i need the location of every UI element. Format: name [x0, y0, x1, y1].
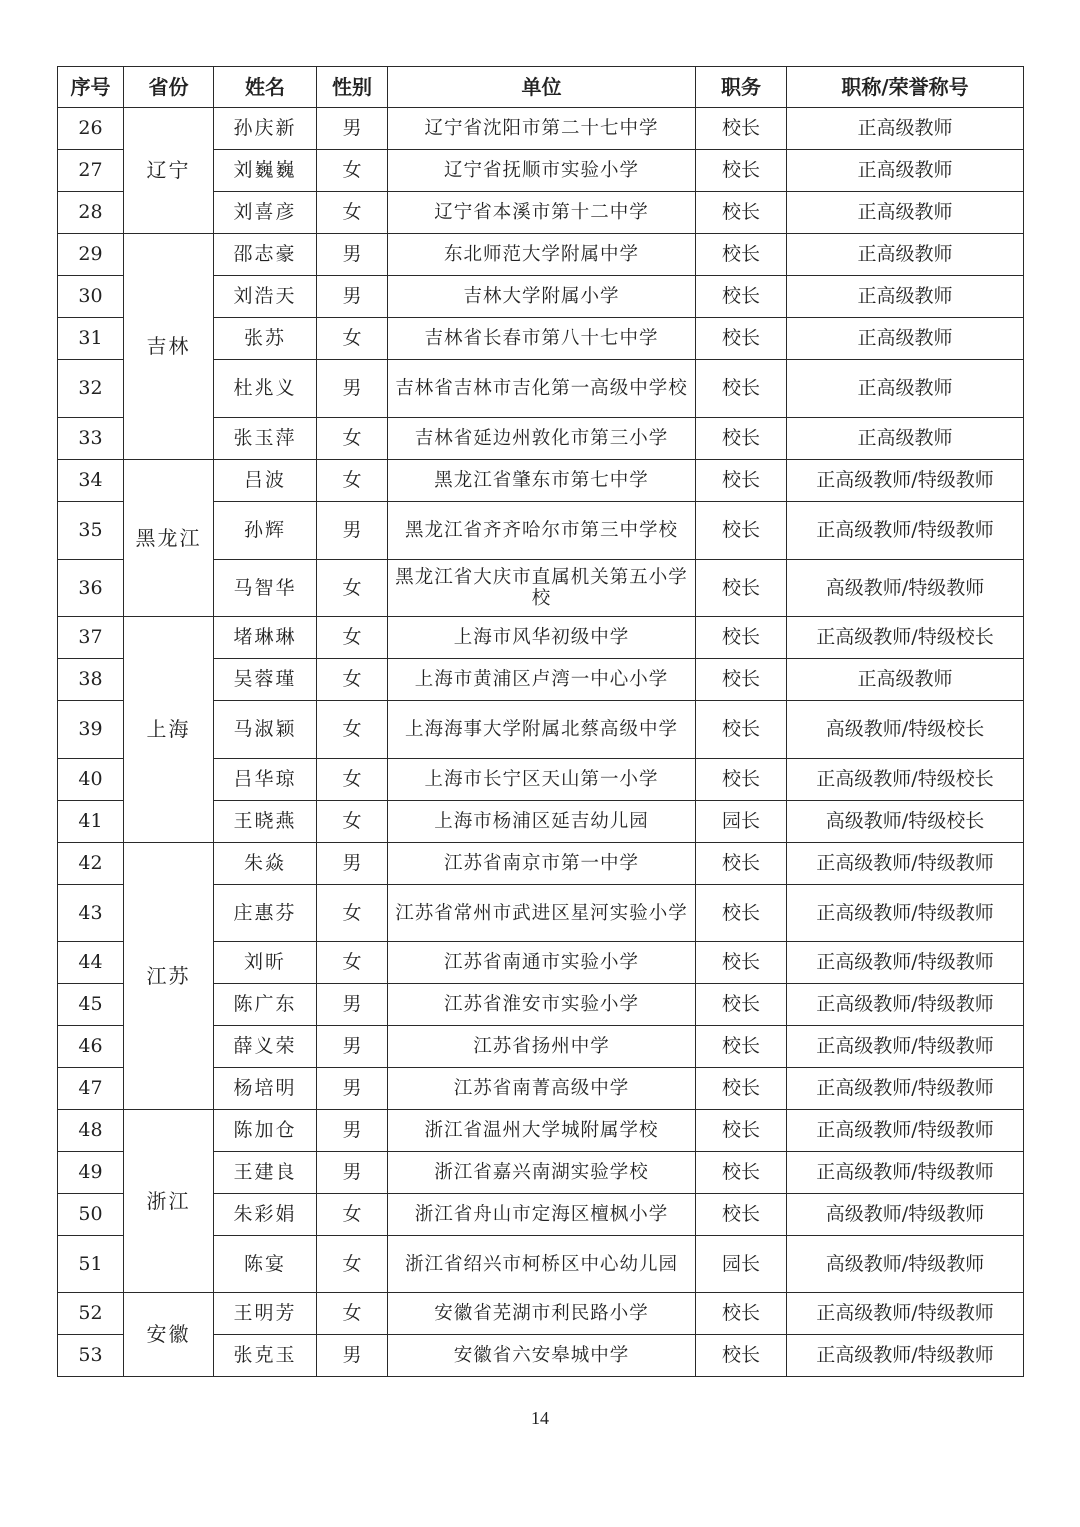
- cell-no: 27: [58, 150, 124, 192]
- cell-gender: 女: [317, 617, 388, 659]
- cell-name: 薛义荣: [214, 1026, 317, 1068]
- cell-position: 校长: [696, 942, 787, 984]
- cell-name: 王晓燕: [214, 801, 317, 843]
- cell-unit: 上海海事大学附属北蔡高级中学: [388, 701, 696, 759]
- cell-gender: 男: [317, 502, 388, 560]
- cell-title: 正高级教师/特级教师: [787, 942, 1024, 984]
- cell-name: 吴蓉瑾: [214, 659, 317, 701]
- cell-no: 42: [58, 843, 124, 885]
- cell-title: 高级教师/特级教师: [787, 560, 1024, 617]
- cell-gender: 女: [317, 759, 388, 801]
- cell-no: 53: [58, 1335, 124, 1377]
- cell-gender: 男: [317, 360, 388, 418]
- cell-no: 43: [58, 885, 124, 942]
- cell-gender: 女: [317, 1293, 388, 1335]
- cell-position: 园长: [696, 1236, 787, 1293]
- cell-gender: 男: [317, 1026, 388, 1068]
- cell-position: 校长: [696, 843, 787, 885]
- cell-position: 校长: [696, 1152, 787, 1194]
- cell-no: 29: [58, 234, 124, 276]
- cell-position: 校长: [696, 885, 787, 942]
- cell-unit: 辽宁省沈阳市第二十七中学: [388, 108, 696, 150]
- cell-gender: 女: [317, 418, 388, 460]
- cell-title: 正高级教师: [787, 418, 1024, 460]
- cell-name: 吕波: [214, 460, 317, 502]
- cell-title: 正高级教师/特级教师: [787, 1152, 1024, 1194]
- cell-gender: 女: [317, 701, 388, 759]
- cell-position: 校长: [696, 1293, 787, 1335]
- cell-title: 高级教师/特级教师: [787, 1236, 1024, 1293]
- cell-name: 庄惠芬: [214, 885, 317, 942]
- cell-province: 江苏: [124, 843, 214, 1110]
- table-body: [58, 108, 1024, 1377]
- cell-title: 高级教师/特级教师: [787, 1194, 1024, 1236]
- header-gender: 性别: [317, 67, 388, 108]
- cell-unit: 东北师范大学附属中学: [388, 234, 696, 276]
- cell-title: 正高级教师/特级教师: [787, 1293, 1024, 1335]
- cell-gender: 男: [317, 276, 388, 318]
- cell-title: 正高级教师/特级校长: [787, 617, 1024, 659]
- cell-position: 校长: [696, 1194, 787, 1236]
- cell-province: 浙江: [124, 1110, 214, 1293]
- cell-unit: 浙江省绍兴市柯桥区中心幼儿园: [388, 1236, 696, 1293]
- cell-unit: 黑龙江省肇东市第七中学: [388, 460, 696, 502]
- cell-title: 正高级教师: [787, 276, 1024, 318]
- cell-position: 校长: [696, 560, 787, 617]
- cell-no: 36: [58, 560, 124, 617]
- cell-position: 校长: [696, 460, 787, 502]
- cell-unit: 浙江省嘉兴南湖实验学校: [388, 1152, 696, 1194]
- cell-gender: 男: [317, 234, 388, 276]
- cell-no: 31: [58, 318, 124, 360]
- cell-unit: 上海市风华初级中学: [388, 617, 696, 659]
- header-no: 序号: [58, 67, 124, 108]
- cell-gender: 男: [317, 984, 388, 1026]
- table-row: [58, 1293, 1024, 1335]
- cell-title: 正高级教师: [787, 150, 1024, 192]
- cell-name: 杨培明: [214, 1068, 317, 1110]
- cell-unit: 浙江省温州大学城附属学校: [388, 1110, 696, 1152]
- cell-no: 37: [58, 617, 124, 659]
- cell-unit: 吉林大学附属小学: [388, 276, 696, 318]
- cell-position: 校长: [696, 192, 787, 234]
- cell-position: 校长: [696, 234, 787, 276]
- cell-title: 正高级教师/特级教师: [787, 885, 1024, 942]
- cell-province: 辽宁: [124, 108, 214, 234]
- cell-position: 校长: [696, 617, 787, 659]
- cell-no: 41: [58, 801, 124, 843]
- cell-name: 朱焱: [214, 843, 317, 885]
- header-unit: 单位: [388, 67, 696, 108]
- cell-gender: 女: [317, 801, 388, 843]
- cell-name: 刘浩天: [214, 276, 317, 318]
- cell-title: 正高级教师: [787, 234, 1024, 276]
- cell-gender: 女: [317, 1194, 388, 1236]
- header-row: [58, 67, 1024, 108]
- cell-name: 张苏: [214, 318, 317, 360]
- cell-no: 51: [58, 1236, 124, 1293]
- cell-unit: 安徽省芜湖市利民路小学: [388, 1293, 696, 1335]
- cell-no: 33: [58, 418, 124, 460]
- cell-name: 吕华琼: [214, 759, 317, 801]
- cell-gender: 男: [317, 1152, 388, 1194]
- cell-title: 正高级教师/特级教师: [787, 984, 1024, 1026]
- cell-name: 刘昕: [214, 942, 317, 984]
- cell-unit: 上海市黄浦区卢湾一中心小学: [388, 659, 696, 701]
- cell-name: 孙辉: [214, 502, 317, 560]
- cell-position: 校长: [696, 1026, 787, 1068]
- cell-position: 校长: [696, 318, 787, 360]
- cell-position: 校长: [696, 659, 787, 701]
- cell-title: 高级教师/特级校长: [787, 701, 1024, 759]
- cell-unit: 辽宁省本溪市第十二中学: [388, 192, 696, 234]
- header-title: 职称/荣誉称号: [787, 67, 1024, 108]
- cell-position: 校长: [696, 502, 787, 560]
- cell-unit: 上海市杨浦区延吉幼儿园: [388, 801, 696, 843]
- cell-unit: 安徽省六安皋城中学: [388, 1335, 696, 1377]
- table-row: [58, 108, 1024, 150]
- cell-no: 49: [58, 1152, 124, 1194]
- cell-province: 上海: [124, 617, 214, 843]
- cell-no: 35: [58, 502, 124, 560]
- cell-no: 28: [58, 192, 124, 234]
- cell-position: 校长: [696, 276, 787, 318]
- cell-name: 马智华: [214, 560, 317, 617]
- cell-unit: 吉林省长春市第八十七中学: [388, 318, 696, 360]
- cell-unit: 上海市长宁区天山第一小学: [388, 759, 696, 801]
- cell-unit: 辽宁省抚顺市实验小学: [388, 150, 696, 192]
- cell-title: 正高级教师/特级教师: [787, 1335, 1024, 1377]
- cell-title: 正高级教师/特级教师: [787, 843, 1024, 885]
- cell-name: 杜兆义: [214, 360, 317, 418]
- cell-no: 48: [58, 1110, 124, 1152]
- cell-position: 校长: [696, 1068, 787, 1110]
- cell-gender: 女: [317, 192, 388, 234]
- cell-gender: 女: [317, 460, 388, 502]
- cell-unit: 江苏省淮安市实验小学: [388, 984, 696, 1026]
- cell-gender: 女: [317, 560, 388, 617]
- cell-no: 26: [58, 108, 124, 150]
- personnel-table: [57, 66, 1024, 1377]
- cell-name: 马淑颖: [214, 701, 317, 759]
- cell-unit: 江苏省南通市实验小学: [388, 942, 696, 984]
- cell-no: 38: [58, 659, 124, 701]
- cell-position: 校长: [696, 1335, 787, 1377]
- cell-no: 30: [58, 276, 124, 318]
- cell-position: 校长: [696, 1110, 787, 1152]
- cell-unit: 江苏省南京市第一中学: [388, 843, 696, 885]
- cell-name: 王建良: [214, 1152, 317, 1194]
- cell-name: 陈宴: [214, 1236, 317, 1293]
- cell-gender: 女: [317, 885, 388, 942]
- cell-title: 正高级教师/特级教师: [787, 502, 1024, 560]
- cell-title: 高级教师/特级校长: [787, 801, 1024, 843]
- cell-no: 32: [58, 360, 124, 418]
- cell-position: 校长: [696, 360, 787, 418]
- cell-unit: 江苏省南菁高级中学: [388, 1068, 696, 1110]
- cell-name: 孙庆新: [214, 108, 317, 150]
- header-position: 职务: [696, 67, 787, 108]
- cell-no: 44: [58, 942, 124, 984]
- cell-gender: 女: [317, 1236, 388, 1293]
- cell-name: 刘巍巍: [214, 150, 317, 192]
- cell-no: 45: [58, 984, 124, 1026]
- cell-position: 校长: [696, 701, 787, 759]
- cell-name: 张玉萍: [214, 418, 317, 460]
- cell-position: 校长: [696, 150, 787, 192]
- cell-title: 正高级教师: [787, 659, 1024, 701]
- table-row: [58, 460, 1024, 502]
- cell-gender: 男: [317, 1335, 388, 1377]
- cell-name: 刘喜彦: [214, 192, 317, 234]
- table-row: [58, 843, 1024, 885]
- header-province: 省份: [124, 67, 214, 108]
- cell-name: 陈广东: [214, 984, 317, 1026]
- cell-title: 正高级教师: [787, 318, 1024, 360]
- table-row: [58, 617, 1024, 659]
- cell-title: 正高级教师: [787, 360, 1024, 418]
- cell-province: 安徽: [124, 1293, 214, 1377]
- cell-unit: 黑龙江省齐齐哈尔市第三中学校: [388, 502, 696, 560]
- cell-gender: 女: [317, 150, 388, 192]
- cell-gender: 女: [317, 942, 388, 984]
- cell-unit: 江苏省扬州中学: [388, 1026, 696, 1068]
- cell-title: 正高级教师/特级教师: [787, 1026, 1024, 1068]
- cell-no: 52: [58, 1293, 124, 1335]
- header-name: 姓名: [214, 67, 317, 108]
- cell-unit: 江苏省常州市武进区星河实验小学: [388, 885, 696, 942]
- cell-name: 堵琳琳: [214, 617, 317, 659]
- cell-unit: 浙江省舟山市定海区檀枫小学: [388, 1194, 696, 1236]
- cell-gender: 男: [317, 108, 388, 150]
- cell-no: 34: [58, 460, 124, 502]
- cell-position: 校长: [696, 984, 787, 1026]
- cell-no: 39: [58, 701, 124, 759]
- cell-name: 邵志豪: [214, 234, 317, 276]
- cell-title: 正高级教师/特级校长: [787, 759, 1024, 801]
- cell-no: 50: [58, 1194, 124, 1236]
- cell-title: 正高级教师: [787, 108, 1024, 150]
- page-number: 14: [531, 1408, 549, 1428]
- cell-name: 朱彩娟: [214, 1194, 317, 1236]
- cell-title: 正高级教师/特级教师: [787, 1110, 1024, 1152]
- cell-position: 校长: [696, 418, 787, 460]
- cell-name: 王明芳: [214, 1293, 317, 1335]
- cell-name: 张克玉: [214, 1335, 317, 1377]
- cell-title: 正高级教师/特级教师: [787, 460, 1024, 502]
- cell-gender: 男: [317, 1068, 388, 1110]
- cell-province: 吉林: [124, 234, 214, 460]
- cell-title: 正高级教师: [787, 192, 1024, 234]
- cell-name: 陈加仓: [214, 1110, 317, 1152]
- cell-no: 47: [58, 1068, 124, 1110]
- cell-unit: 吉林省延边州敦化市第三小学: [388, 418, 696, 460]
- cell-gender: 男: [317, 843, 388, 885]
- table-row: [58, 234, 1024, 276]
- cell-position: 园长: [696, 801, 787, 843]
- cell-position: 校长: [696, 108, 787, 150]
- cell-gender: 女: [317, 659, 388, 701]
- cell-title: 正高级教师/特级教师: [787, 1068, 1024, 1110]
- cell-gender: 女: [317, 318, 388, 360]
- table-row: [58, 1110, 1024, 1152]
- cell-no: 40: [58, 759, 124, 801]
- cell-unit: 吉林省吉林市吉化第一高级中学校: [388, 360, 696, 418]
- cell-gender: 男: [317, 1110, 388, 1152]
- cell-province: 黑龙江: [124, 460, 214, 617]
- cell-position: 校长: [696, 759, 787, 801]
- cell-no: 46: [58, 1026, 124, 1068]
- cell-unit: 黑龙江省大庆市直属机关第五小学校: [388, 560, 696, 617]
